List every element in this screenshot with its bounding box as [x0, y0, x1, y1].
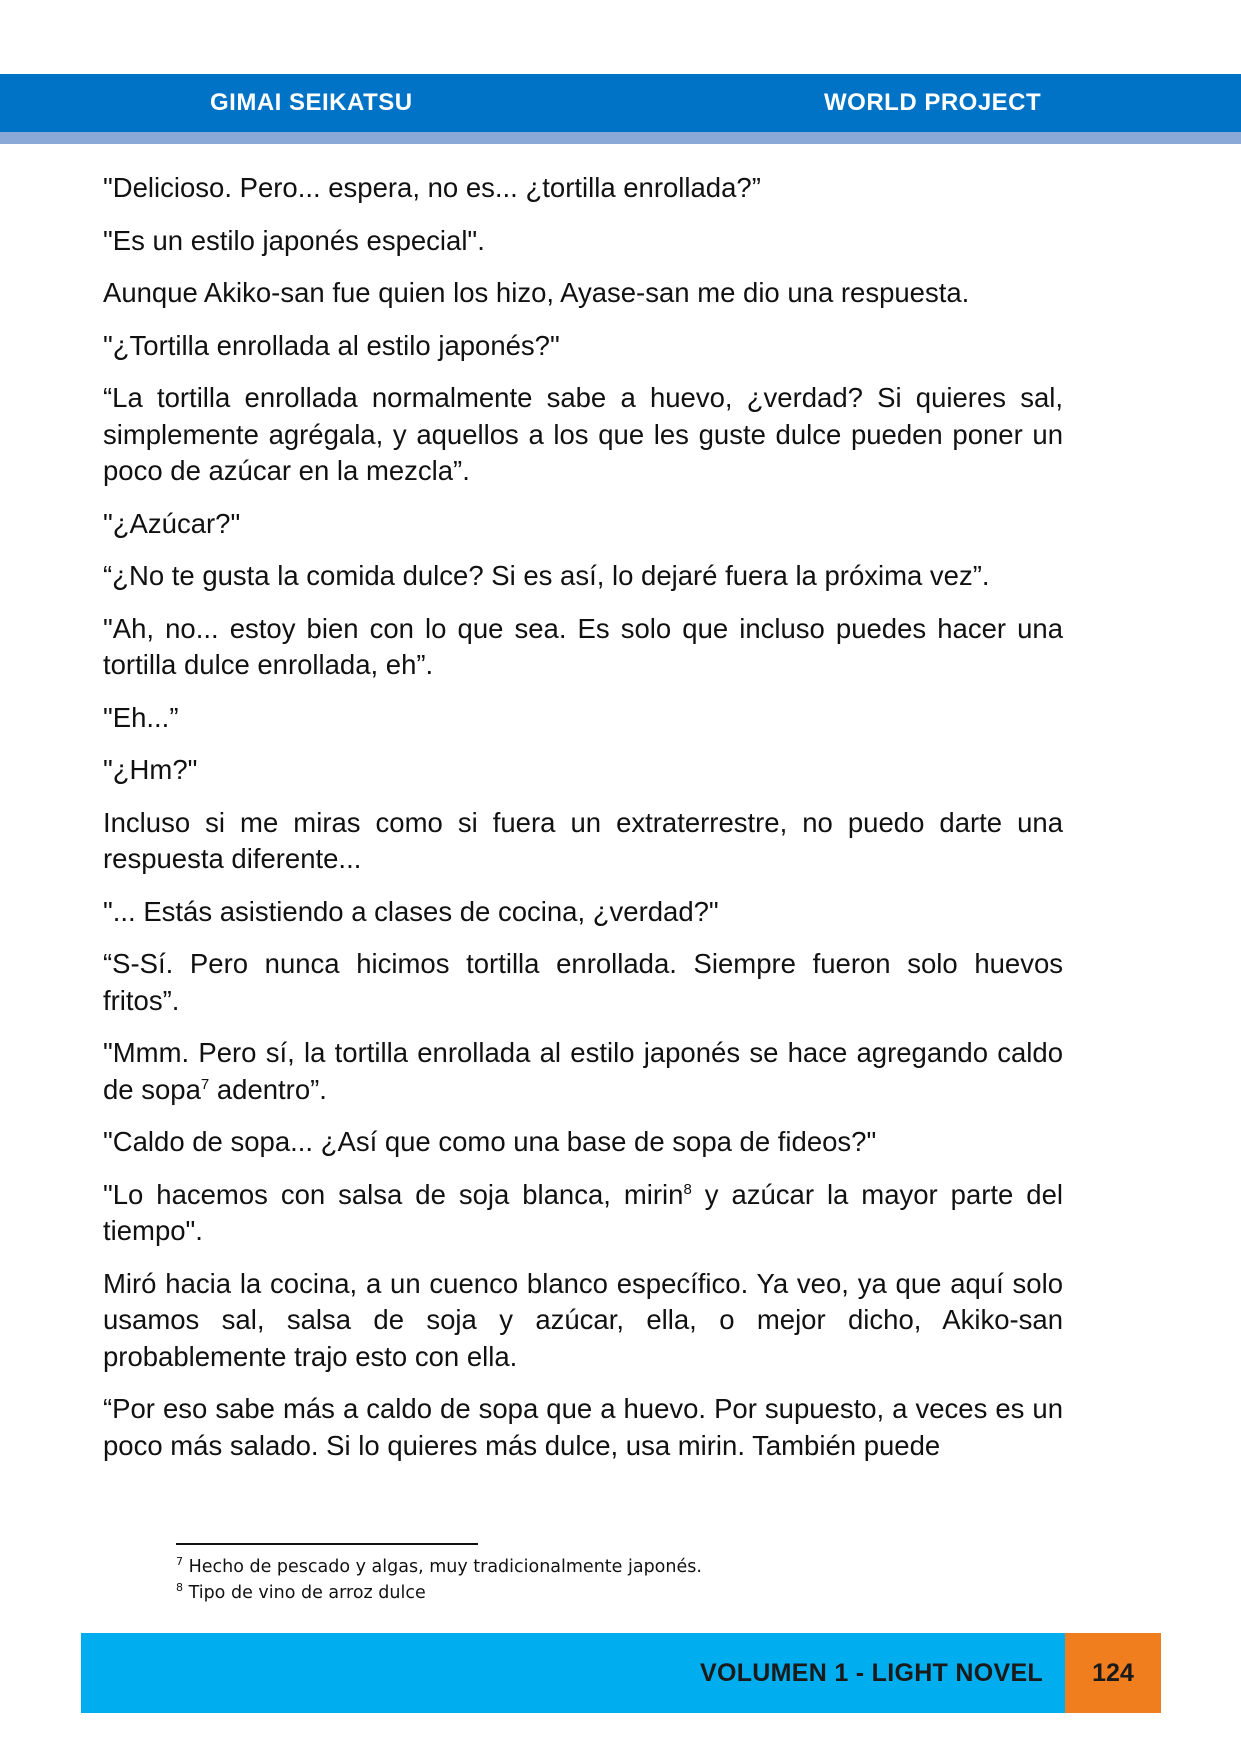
volume-label: VOLUMEN 1 - LIGHT NOVEL [699, 1659, 1043, 1687]
paragraph-text: adentro”. [209, 1073, 327, 1105]
paragraph: "¿Hm?" [103, 754, 198, 785]
paragraph: “Por eso sabe más a caldo de sopa que a huevo. Por supuesto, a veces es un poco más salado. Si lo quieres más dulce, usa mirin. También puede [103, 1393, 1063, 1461]
series-title: GIMAI SEIKATSU [210, 89, 413, 116]
footnote-text: Tipo de vino de arroz dulce [183, 1583, 426, 1603]
footnote-8 [176, 1580, 702, 1606]
page-header [0, 74, 1241, 132]
body-text [103, 170, 1063, 1480]
paragraph: "Eh...” [103, 701, 179, 733]
paragraph: "¿Tortilla enrollada al estilo japonés?" [103, 329, 560, 361]
paragraph-footnote-7 [103, 1035, 1063, 1108]
paragraph-text: "Mmm. Pero sí, la tortilla enrollada al estilo japonés se hace agregando caldo de sopa [103, 1037, 1063, 1105]
paragraph: "Ah, no... estoy bien con lo que sea. Es solo que incluso puedes hacer una tortilla dulce enrollada, eh”. [103, 612, 1063, 680]
paragraph: "Es un estilo japonés especial". [103, 224, 485, 256]
footnote-text: Hecho de pescado y algas, muy tradicionalmente japonés. [183, 1557, 702, 1577]
footnote-ref-8: 8 [683, 1180, 692, 1198]
footnotes [176, 1554, 702, 1606]
paragraph: “¿No te gusta la comida dulce? Si es así, lo dejaré fuera la próxima vez”. [103, 560, 990, 591]
paragraph: "Caldo de sopa... ¿Así que como una base de sopa de fideos?" [103, 1126, 877, 1157]
page-number: 124 [1065, 1633, 1161, 1713]
footnote-ref-7: 7 [200, 1075, 210, 1093]
paragraph: “S-Sí. Pero nunca hicimos tortilla enrollada. Siempre fueron solo huevos fritos”. [103, 948, 1063, 1016]
paragraph: "... Estás asistiendo a clases de cocina, ¿verdad?" [103, 895, 719, 927]
group-name: WORLD PROJECT [824, 89, 1042, 116]
footnote-divider [176, 1543, 478, 1545]
paragraph: "¿Azúcar?" [103, 507, 241, 539]
paragraph-text: y azúcar la mayor parte del tiempo". [103, 1178, 1063, 1246]
paragraph: Incluso si me miras como si fuera un extraterrestre, no puedo darte una respuesta diferente... [103, 806, 1063, 874]
paragraph-text: "Lo hacemos con salsa de soja blanca, mirin [103, 1178, 684, 1210]
footnote-number: 8 [176, 1581, 183, 1595]
paragraph-footnote-8 [103, 1177, 1063, 1250]
header-stripe [0, 132, 1241, 144]
page-footer [81, 1633, 1161, 1713]
paragraph: “La tortilla enrollada normalmente sabe a huevo, ¿verdad? Si quieres sal, simplemente agrégala, y aquellos a los que les guste dulce pueden poner un poco de azúcar en la mezcla”. [103, 382, 1063, 486]
footnote-7 [176, 1554, 702, 1580]
footnote-number: 7 [176, 1555, 183, 1569]
paragraph: "Delicioso. Pero... espera, no es... ¿tortilla enrollada?” [103, 172, 761, 203]
paragraph: Miró hacia la cocina, a un cuenco blanco específico. Ya veo, ya que aquí solo usamos sal, salsa de soja y azúcar, ella, o mejor dicho, Akiko-san probablemente trajo esto con ella. [103, 1267, 1063, 1372]
paragraph: Aunque Akiko-san fue quien los hizo, Ayase-san me dio una respuesta. [103, 277, 970, 308]
